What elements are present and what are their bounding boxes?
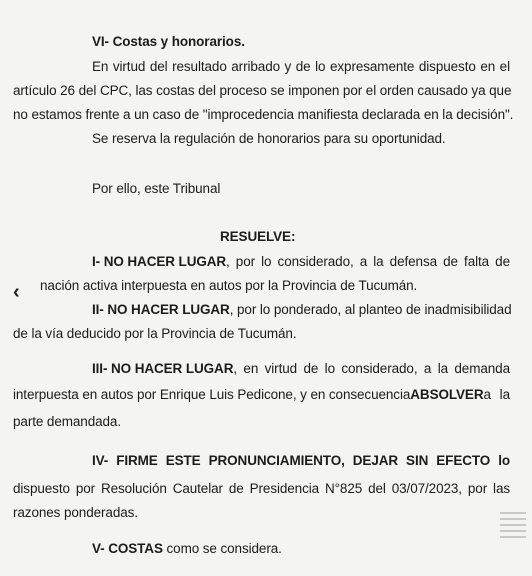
resuelve-heading: RESUELVE: [220,229,296,244]
section-vi-line: no estamos frente a un caso de "improcedencia manifiesta declarada en la decisión". [13,107,514,122]
resolution-ii-line: de la vía deducido por la Provincia de Tucumán. [13,326,297,341]
resolution-i-line: nación activa interpuesta en autos por la Provincia de Tucumán. [40,278,418,293]
resolution-v-label: V- COSTAS [92,541,163,556]
resolution-ii [92,301,510,318]
resolution-iv-line: razones ponderadas. [13,505,138,520]
resolution-ii-label: II- NO HACER LUGAR [92,302,230,317]
resolution-iii-text: , en virtud de lo considerado, a la demanda [233,361,510,376]
chevron-left-icon[interactable]: ‹ [13,281,20,303]
resolution-iii-line-pre: interpuesta en autos por Enrique Luis Pedicone, y en consecuencia [13,387,411,402]
resolution-iii-line-post: a la [483,387,510,402]
resolution-iv-line: dispuesto por Resolución Cautelar de Presidencia N°825 del 03/07/2023, por las [13,481,510,496]
resolution-v [92,540,282,557]
resolution-iii [92,360,510,377]
resolution-iii-absolver: ABSOLVER [410,387,484,402]
resolution-i [92,253,510,270]
resolution-i-text: , por lo considerado, a la defensa de falta de [226,254,510,269]
resolution-iii-line [13,386,510,403]
resolution-iii-label: III- NO HACER LUGAR [92,361,234,376]
section-vi-heading: VI- Costas y honorarios. [92,34,245,49]
section-vi-line: artículo 26 del CPC, las costas del proceso se imponen por el orden causado ya que [13,83,512,98]
lines-icon [500,508,526,548]
section-vi-paragraph: Se reserva la regulación de honorarios para su oportunidad. [92,131,446,146]
section-vi-line: En virtud del resultado arribado y de lo expresamente dispuesto en el [92,59,510,74]
resolution-iii-line: parte demandada. [13,414,121,429]
resolution-v-text: como se considera. [162,541,282,556]
closing-text: Por ello, este Tribunal [92,181,221,196]
resolution-ii-text: , por lo ponderado, al planteo de inadmisibilidad [229,302,512,317]
resolution-i-label: I- NO HACER LUGAR [92,254,227,269]
resolution-iv: IV- FIRME ESTE PRONUNCIAMIENTO, DEJAR SIN EFECTO lo [92,453,510,468]
